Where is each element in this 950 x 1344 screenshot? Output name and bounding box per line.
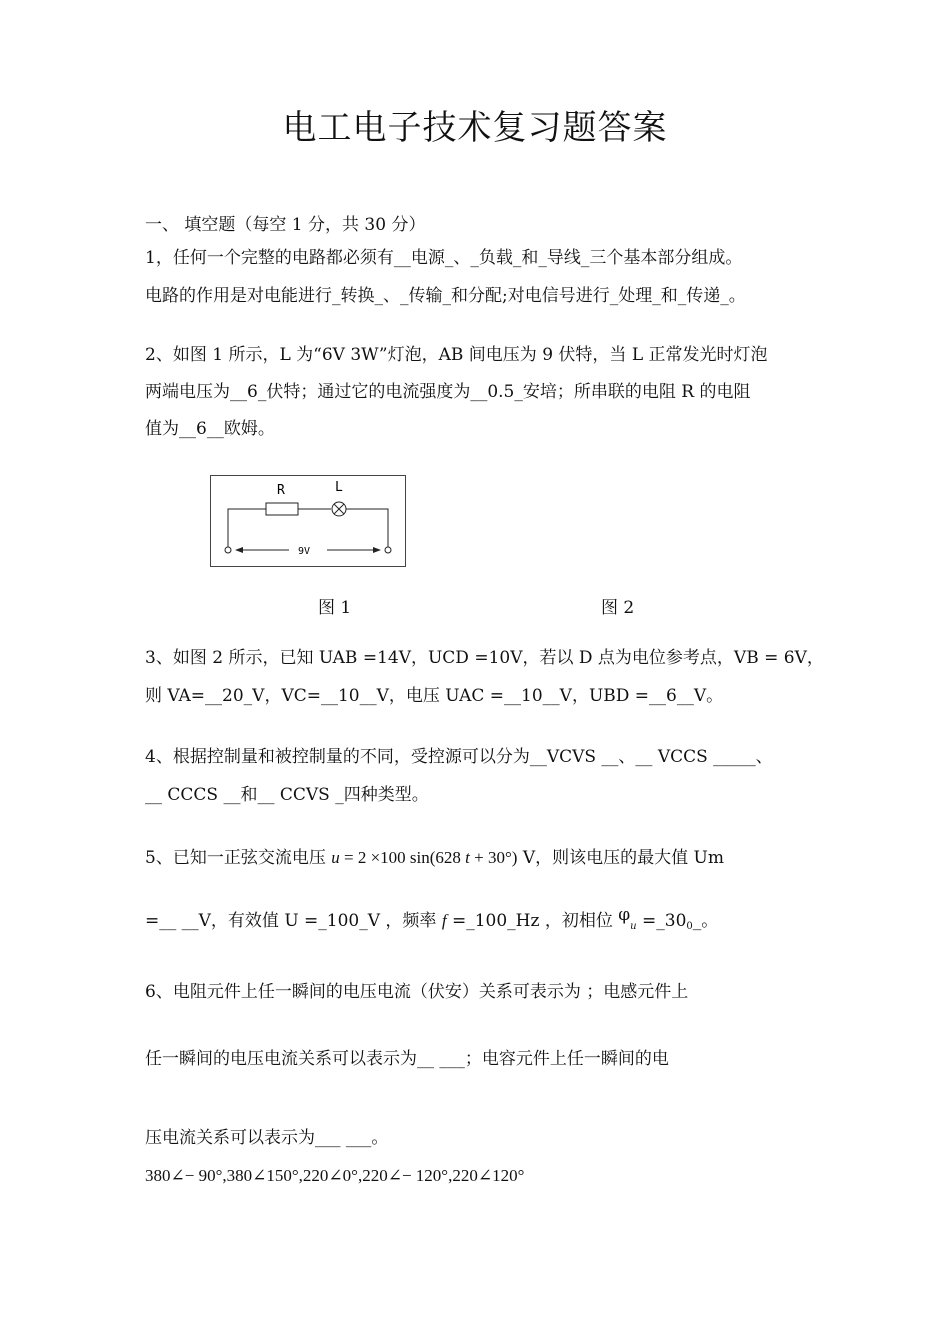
q5-line2-part-c: =_30 xyxy=(636,911,687,931)
q2-line-3: 值为__6__欧姆。 xyxy=(145,419,275,439)
q6-line-3: 压电流关系可以表示为___ ___。 xyxy=(145,1128,389,1148)
wire-right xyxy=(346,509,388,548)
q6-line-2: 任一瞬间的电压电流关系可以表示为__ ___；电容元件上任一瞬间的电 xyxy=(145,1049,669,1069)
page-title: 电工电子技术复习题答案 xyxy=(282,108,668,148)
terminal-a xyxy=(225,547,231,553)
phi-symbol: φ xyxy=(618,905,631,925)
q1-line-2: 电路的作用是对电能进行_转换_、_传输_和分配;对电信号进行_处理_和_传递_。 xyxy=(145,286,746,306)
q3-line-2: 则 VA=__20_V，VC=__10__V，电压 UAC =__10__V，UBD =__6__V。 xyxy=(145,686,724,706)
q5-line2-part-d: _。 xyxy=(692,911,719,931)
q5-line2-part-b: =_100_Hz ，初相位 xyxy=(446,911,619,931)
q6-line-1: 6、电阻元件上任一瞬间的电压电流（伏安）关系可表示为 ；电感元件上 xyxy=(145,982,689,1002)
q5-line2-part-a: =__ __V，有效值 U =_100_V ，频率 xyxy=(145,911,442,931)
q5-prefix: 5、已知一正弦交流电压 xyxy=(145,848,332,868)
circuit-diagram xyxy=(211,476,405,566)
wire-left xyxy=(228,509,266,548)
figure-2-caption: 图 2 xyxy=(601,598,635,618)
degree-subscript: 0 xyxy=(686,921,693,932)
phasor-list: 380∠− 90°,380∠150°,220∠0°,220∠− 120°,220∠120° xyxy=(145,1166,525,1185)
lamp-label: L xyxy=(335,480,343,495)
circuit-figure-1 xyxy=(210,475,406,567)
phi-subscript: u xyxy=(630,921,637,932)
q5-equals: = xyxy=(339,848,358,867)
f-variable: f xyxy=(441,911,447,930)
voltage-label: 9V xyxy=(298,546,311,557)
q5-line-1 xyxy=(145,846,724,870)
sine-expression-end: + 30°) xyxy=(469,848,518,867)
q2-line-2: 两端电压为__6_伏特；通过它的电流强度为__0.5_安培；所串联的电阻 R 的电阻 xyxy=(145,382,751,402)
terminal-b xyxy=(385,547,391,553)
q4-line-2: __ CCCS __和__ CCVS _四种类型。 xyxy=(145,785,429,805)
q5-suffix: V，则该电压的最大值 Um xyxy=(517,848,724,868)
q3-line-1: 3、如图 2 所示，已知 UAB =14V，UCD =10V，若以 D 点为电位参考点，VB = 6V， xyxy=(145,648,824,668)
t-variable: t xyxy=(465,848,470,867)
sine-expression: 2 ×100 sin(628 xyxy=(357,848,466,867)
q1-line-1: 1，任何一个完整的电路都必须有__电源_、_负载_和_导线_三个基本部分组成。 xyxy=(145,248,743,268)
u-variable: u xyxy=(331,848,340,867)
resistor-label: R xyxy=(277,483,285,498)
section-heading: 一、 填空题（每空 1 分，共 30 分） xyxy=(145,215,426,235)
q2-line-1: 2、如图 1 所示，L 为“6V 3W”灯泡，AB 间电压为 9 伏特，当 L 正常发光时灯泡 xyxy=(145,345,768,365)
resistor-symbol xyxy=(266,503,298,515)
q4-line-1: 4、根据控制量和被控制量的不同，受控源可以分为__VCVS __、__ VCCS _____、 xyxy=(145,747,773,767)
q5-line-2 xyxy=(145,903,718,939)
figure-1-caption: 图 1 xyxy=(318,598,352,618)
